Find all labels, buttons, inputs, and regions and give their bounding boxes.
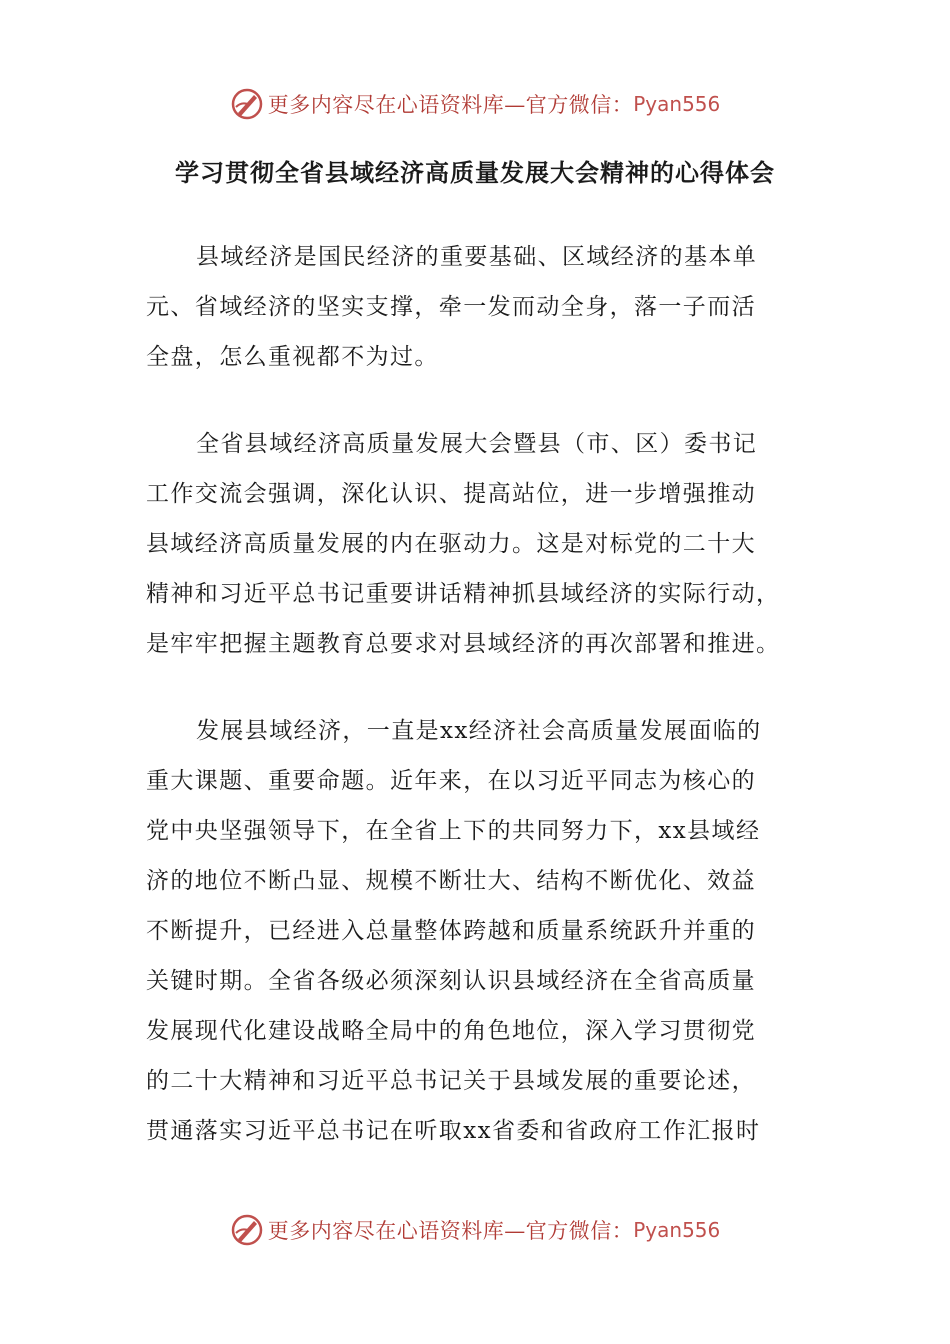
paragraph-line: 党中央坚强领导下，在全省上下的共同努力下，xx县域经 bbox=[146, 818, 761, 844]
pen-logo-icon bbox=[230, 87, 264, 121]
paragraph-line: 全盘，怎么重视都不为过。 bbox=[146, 344, 439, 370]
paragraph-line: 不断提升，已经进入总量整体跨越和质量系统跃升并重的 bbox=[146, 918, 756, 944]
paragraph-line: 县域经济高质量发展的内在驱动力。这是对标党的二十大 bbox=[146, 531, 756, 557]
paragraph-line: 精神和习近平总书记重要讲话精神抓县域经济的实际行动， bbox=[146, 581, 781, 607]
pen-logo-icon bbox=[230, 1213, 264, 1247]
paragraph-2 bbox=[146, 419, 796, 669]
paragraph-line: 全省县域经济高质量发展大会暨县（市、区）委书记 bbox=[196, 431, 758, 457]
document-title: 学习贯彻全省县域经济高质量发展大会精神的心得体会 bbox=[175, 159, 775, 187]
paragraph-line: 济的地位不断凸显、规模不断壮大、结构不断优化、效益 bbox=[146, 868, 756, 894]
header-banner bbox=[0, 84, 950, 124]
paragraph-line: 元、省域经济的坚实支撑，牵一发而动全身，落一子而活 bbox=[146, 294, 756, 320]
paragraph-line: 重大课题、重要命题。近年来，在以习近平同志为核心的 bbox=[146, 768, 756, 794]
banner-text: 更多内容尽在心语资料库—官方微信： bbox=[267, 1219, 634, 1243]
paragraph-line: 是牢牢把握主题教育总要求对县域经济的再次部署和推进。 bbox=[146, 631, 781, 657]
footer-banner bbox=[0, 1210, 950, 1250]
paragraph-line: 的二十大精神和习近平总书记关于县域发展的重要论述， bbox=[146, 1068, 756, 1094]
paragraph-line: 发展现代化建设战略全局中的角色地位，深入学习贯彻党 bbox=[146, 1018, 756, 1044]
paragraph-line: 工作交流会强调，深化认识、提高站位，进一步增强推动 bbox=[146, 481, 756, 507]
document-body bbox=[146, 232, 796, 1193]
paragraph-3 bbox=[146, 706, 796, 1156]
banner-wechat-id: Pyan556 bbox=[633, 92, 721, 116]
paragraph-line: 贯通落实习近平总书记在听取xx省委和省政府工作汇报时 bbox=[146, 1118, 761, 1144]
paragraph-line: 县域经济是国民经济的重要基础、区域经济的基本单 bbox=[196, 244, 758, 270]
banner-text: 更多内容尽在心语资料库—官方微信： bbox=[267, 93, 634, 117]
paragraph-line: 关键时期。全省各级必须深刻认识县域经济在全省高质量 bbox=[146, 968, 756, 994]
paragraph-1 bbox=[146, 232, 796, 382]
paragraph-line: 发展县域经济，一直是xx经济社会高质量发展面临的 bbox=[196, 718, 762, 744]
banner-wechat-id: Pyan556 bbox=[633, 1218, 721, 1242]
